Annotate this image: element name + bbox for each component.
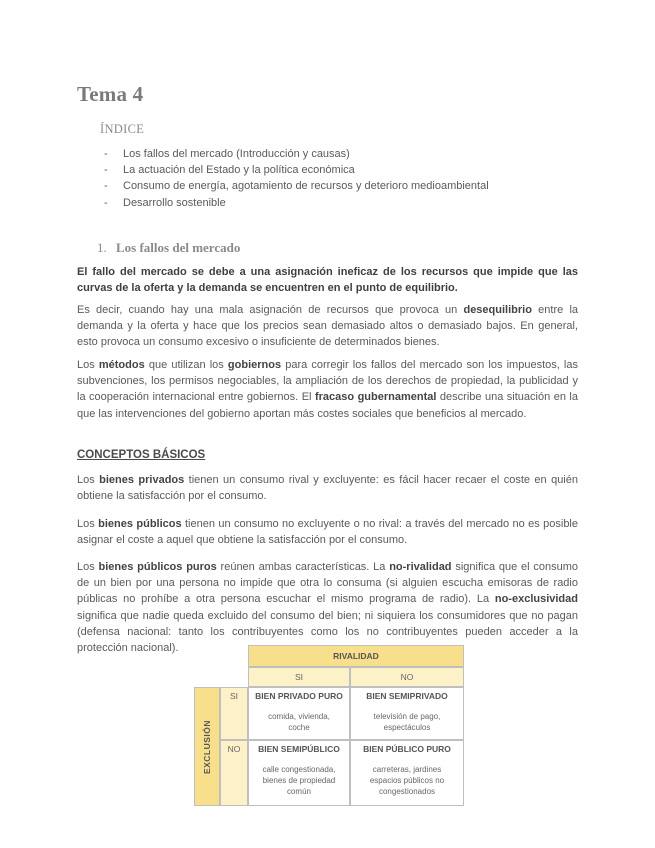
- index-item: - Consumo de energía, agotamiento de recursos y deterioro medioambiental: [104, 180, 489, 193]
- exclusion-header: EXCLUSIÓN: [194, 687, 220, 806]
- page-title: Tema 4: [77, 82, 144, 106]
- paragraph: Es decir, cuando hay una mala asignación de recursos que provoca un desequilibrio entre la demanda y la oferta y hace que los precios sean demasiado altos o demasiado bajos. En general, esto provoca un consumo excesivo o insuficiente de determinados bienes.: [77, 304, 579, 349]
- cell-bien-privado-puro: BIEN PRIVADO PURO comida, vivienda, coche: [248, 687, 350, 740]
- concepts-heading: CONCEPTOS BÁSICOS: [77, 449, 206, 461]
- paragraph: Los métodos que utilizan los gobiernos para corregir los fallos del mercado son los impuestos, las subvenciones, los permisos negociables, la ampliación de los derechos de propiedad, la publicidad y la cooperación internacional entre gobiernos. El fracaso gubernamental describe una situación en la que las intervenciones del gobierno aportan más costes sociales que beneficios al mercado.: [77, 359, 578, 420]
- paragraph: Los bienes privados tienen un consumo rival y excluyente: es fácil hacer recaer el coste en quién obtiene la satisfacción por el consumo.: [77, 474, 578, 503]
- section-heading: 1. Los fallos del mercado: [97, 240, 241, 255]
- index-item: - La actuación del Estado y la política económica: [104, 164, 355, 177]
- goods-classification-table: [194, 645, 464, 806]
- rivalidad-header: RIVALIDAD: [248, 645, 464, 667]
- index-heading: ÍNDICE: [100, 122, 145, 136]
- si-column-header: SI: [248, 667, 350, 687]
- lead-paragraph: El fallo del mercado se debe a una asignación ineficaz de los recursos que impide que las curvas de la oferta y la demanda se encuentren en el punto de equilibrio.: [77, 266, 578, 295]
- no-row-header: NO: [220, 740, 248, 806]
- no-column-header: NO: [350, 667, 464, 687]
- index-item: - Los fallos del mercado (Introducción y causas): [104, 148, 350, 160]
- cell-bien-publico-puro: BIEN PÚBLICO PURO carreteras, jardines espacios públicos no congestionados: [350, 740, 464, 806]
- cell-bien-semiprivado: BIEN SEMIPRIVADO televisión de pago, espectáculos: [350, 687, 464, 740]
- paragraph: Los bienes públicos tienen un consumo no excluyente o no rival: a través del mercado no es posible asignar el coste a aquel que obtiene la satisfacción por el consumo.: [77, 518, 578, 547]
- si-row-header: SI: [220, 687, 248, 740]
- index-item: - Desarrollo sostenible: [104, 196, 226, 209]
- paragraph: Los bienes públicos puros reúnen ambas características. La no-rivalidad significa que el consumo de un bien por una persona no impide que otra lo consuma (si alguien escucha emisoras de radio públicas no prohíbe a otra persona escuchar el mismo programa de radio). La no-exclusividad significa que nadie queda excluido del consumo del bien; ni siquiera los consumidores que no pagan (defensa nacional: tanto los contribuyentes como los no contribuyentes pueden acceder a la protección nacional).: [77, 561, 578, 655]
- index-list: [104, 146, 489, 211]
- cell-bien-semipublico: BIEN SEMIPÚBLICO calle congestionada, bienes de propiedad común: [248, 740, 350, 806]
